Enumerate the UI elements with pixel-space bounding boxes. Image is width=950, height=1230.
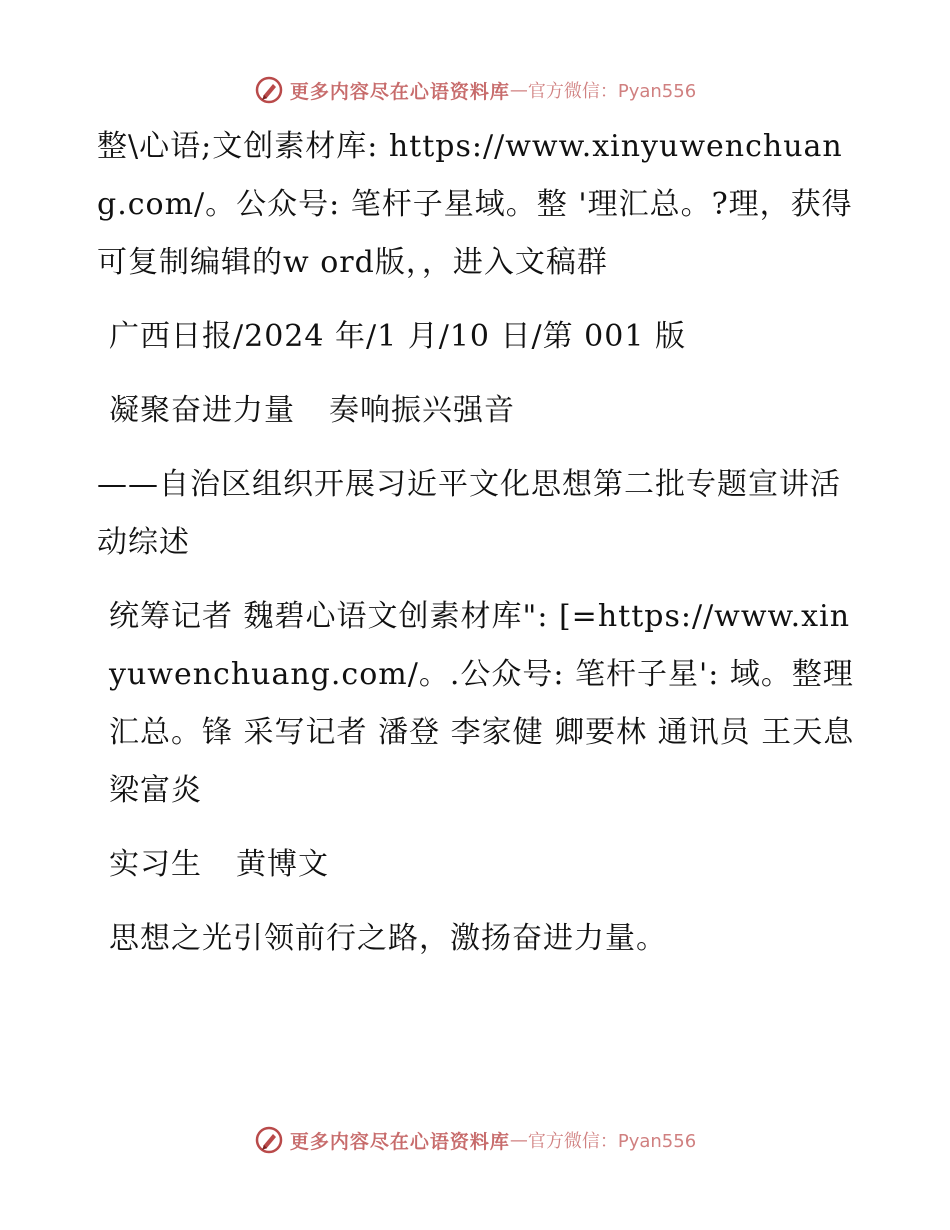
watermark-dash: — — [509, 79, 528, 101]
source-notice-paragraph: 整\心语;文创素材库: https://www.xinyuwenchuang.com/。公众号: 笔杆子星域。整 '理汇总。?理，获得可复制编辑的w ord版，，进入文稿群 — [97, 129, 853, 280]
watermark-dash: — — [509, 1129, 528, 1151]
article-title — [97, 382, 857, 440]
watermark-wechat: 官方微信：Pyan556 — [527, 81, 697, 102]
watermark-text: 更多内容尽在心语资料库 — [289, 1130, 510, 1153]
title-part-2: 奏响振兴强音 — [329, 393, 515, 428]
pen-logo-icon — [254, 1125, 284, 1155]
watermark-wechat: 官方微信：Pyan556 — [527, 1131, 697, 1152]
article-subtitle: ——自治区组织开展习近平文化思想第二批专题宣讲活动综述 — [97, 467, 841, 560]
intern-name: 黄博文 — [236, 847, 329, 882]
footer-watermark — [0, 1120, 950, 1160]
byline-text: 统筹记者 魏碧心语文创素材库": [=https://www.xinyuwenchuang.com/。.公众号: 笔杆子星': 域。整理汇总。锋 采写记者 潘登 李家健 卿要林 通讯员 王天息 梁富炎 — [109, 599, 855, 808]
watermark-text: 更多内容尽在心语资料库 — [289, 80, 510, 103]
pen-logo-icon — [254, 75, 284, 105]
intern-line — [97, 836, 857, 894]
publication-line: 广西日报/2024 年/1 月/10 日/第 001 版 — [109, 319, 686, 354]
intern-label: 实习生 — [109, 847, 202, 882]
header-watermark — [0, 70, 950, 110]
lead-sentence: 思想之光引领前行之路，激扬奋进力量。 — [109, 921, 667, 956]
document-body — [97, 118, 857, 984]
title-part-1: 凝聚奋进力量 — [109, 393, 295, 428]
byline-paragraph — [97, 588, 857, 820]
